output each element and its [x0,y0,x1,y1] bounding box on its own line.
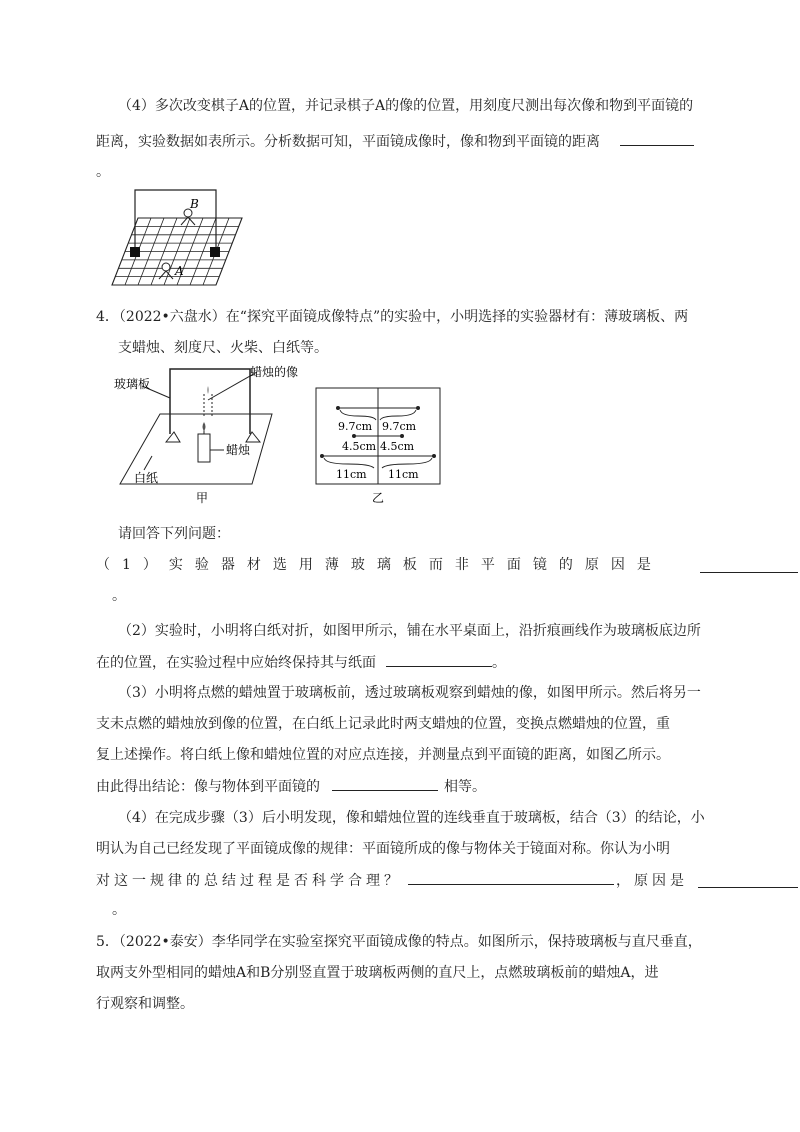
figure-jia-candle-setup [112,364,299,508]
label-glass-plate: 玻璃板 [114,377,151,391]
q4-s3-answer-blank[interactable] [332,776,438,791]
q4-s1-answer-blank[interactable] [700,558,798,573]
q4-s4-answer-blank-2[interactable] [698,873,798,888]
q5-line3: 行观察和调整。 [96,996,194,1012]
measure-row3-right: 11cm [388,468,419,481]
q4-s3-line2: 支未点燃的蜡烛放到像的位置，在白纸上记录此时两支蜡烛的位置，变换点燃蜡烛的位置，重 [96,716,670,732]
figure-yi-measurements [314,386,444,508]
piece-a-label: A [175,264,184,278]
q5-line1: 5．（2022•泰安）李华同学在实验室探究平面镜成像的特点。如图所示，保持玻璃板与直尺垂直， [96,934,702,950]
q4-s3-line4: 由此得出结论：像与物体到平面镜的 相等。 [96,776,486,797]
measure-row3-left: 11cm [336,468,367,481]
figure-yi-caption: 乙 [372,491,385,505]
answer-blank[interactable] [620,131,694,146]
label-candle: 蜡烛 [226,443,251,457]
q4-s1-line1: （1）实验器材选用薄玻璃板而非平面镜的原因是 [96,557,663,573]
q4-s4-line2: 明认为自己已经发现了平面镜成像的规律：平面镜所成的像与物体关于镜面对称。你认为小明 [96,841,670,857]
q4-s4-line4: 。 [112,902,126,918]
q4-header-line2: 支蜡烛、刻度尺、火柴、白纸等。 [118,340,328,356]
q5-line2: 取两支外型相同的蜡烛A和B分别竖直置于玻璃板两侧的直尺上，点燃玻璃板前的蜡烛A，进 [96,965,659,981]
label-candle-image: 蜡烛的像 [250,365,299,379]
measure-row1-left: 9.7cm [338,420,373,433]
q4-s4-answer-blank-1[interactable] [408,870,614,885]
q4-s3-line1: （3）小明将点燃的蜡烛置于玻璃板前，透过玻璃板观察到蜡烛的像，如图甲所示。然后将另一 [118,685,701,701]
label-white-paper: 白纸 [134,471,159,485]
figure-jia-caption: 甲 [196,491,209,505]
piece-b-label: B [190,197,199,211]
chessboard-mirror-figure [110,185,248,289]
q4-s4-line3: 对这一规律的总结过程是否科学合理？ ，原因是 [96,870,688,891]
q3-part4-line1: （4）多次改变棋子A的位置，并记录棋子A的像的位置，用刻度尺测出每次像和物到平面镜的 [118,98,694,114]
q4-s4-line1: （4）在完成步骤（3）后小明发现，像和蜡烛位置的连线垂直于玻璃板，结合（3）的结论，小 [118,810,705,826]
measure-row2-left: 4.5cm [342,440,377,453]
q3-part4-line2: 距离，实验数据如表所示。分析数据可知，平面镜成像时，像和物到平面镜的距离 [96,131,694,152]
q4-s2-line2: 在的位置，在实验过程中应始终保持其与纸面 。 [96,652,506,673]
measure-row1-right: 9.7cm [382,420,417,433]
measure-row2-right: 4.5cm [380,440,415,453]
q4-s2-answer-blank[interactable] [386,652,492,667]
q4-s2-line1: （2）实验时，小明将白纸对折，如图甲所示，铺在水平桌面上，沿折痕画线作为玻璃板底边所 [118,623,701,639]
q4-s3-line3: 复上述操作。将白纸上像和蜡烛位置的对应点连接，并测量点到平面镜的距离，如图乙所示。 [96,747,670,763]
q4-prompt: 请回答下列问题： [118,526,230,542]
q4-s1-line2: 。 [112,588,126,604]
q3-part4-line3: 。 [96,164,110,180]
q4-header-line1: 4．（2022•六盘水）在“探究平面镜成像特点”的实验中，小明选择的实验器材有：薄玻璃板、两 [96,309,689,325]
